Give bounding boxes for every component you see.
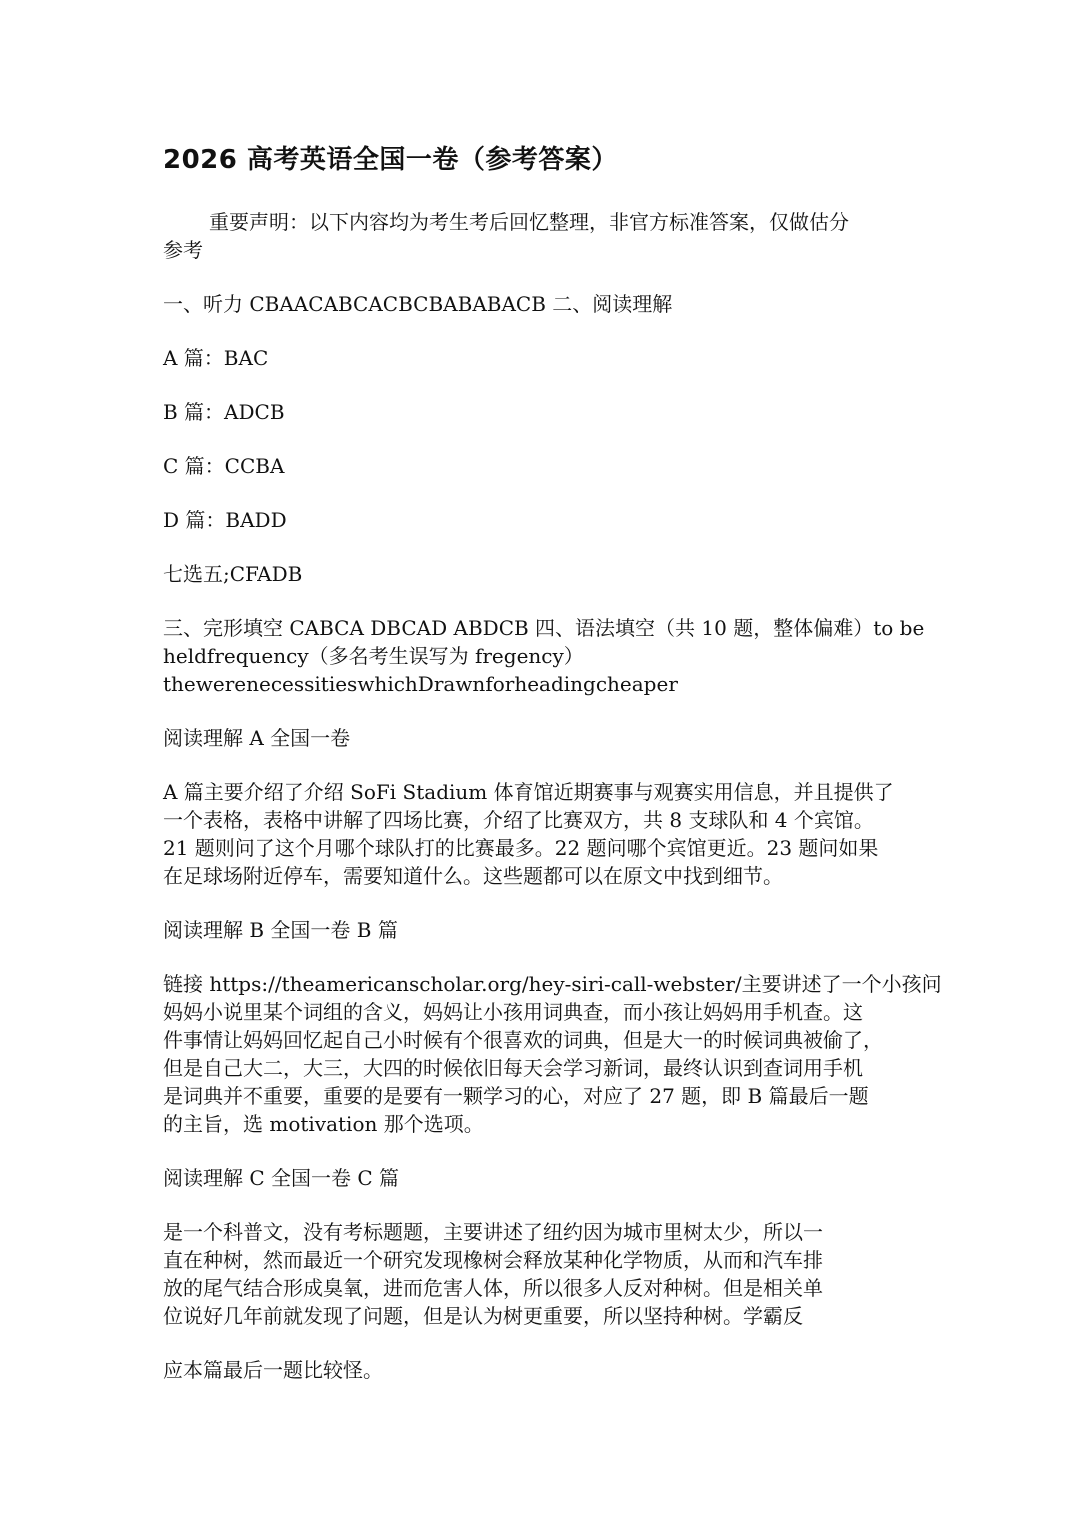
analysis-a-line: 在足球场附近停车，需要知道什么。这些题都可以在原文中找到细节。: [163, 864, 783, 888]
cloze-grammar-answers: [163, 614, 925, 698]
analysis-c-tail: 应本篇最后一题比较怪。: [163, 1358, 383, 1382]
analysis-b-line: 链接 https://theamericanscholar.org/hey-siri-call-webster/主要讲述了一个小孩问: [163, 972, 942, 996]
analysis-b-line: 的主旨，选 motivation 那个选项。: [163, 1112, 484, 1136]
disclaimer-line-2: 参考: [163, 238, 203, 262]
analysis-a-line: 21 题则问了这个月哪个球队打的比赛最多。22 题问哪个宾馆更近。23 题问如果: [163, 836, 879, 860]
analysis-c-paragraph: [163, 1218, 925, 1330]
analysis-c-line: 位说好几年前就发现了问题，但是认为树更重要，所以坚持种树。学霸反: [163, 1304, 803, 1328]
analysis-a-line: A 篇主要介绍了介绍 SoFi Stadium 体育馆近期赛事与观赛实用信息，并且提供了: [163, 780, 894, 804]
passage-a-answers: A 篇：BAC: [163, 346, 269, 370]
analysis-b-paragraph: [163, 970, 942, 1138]
analysis-b-line: 件事情让妈妈回忆起自己小时候有个很喜欢的词典，但是大一的时候词典被偷了，: [163, 1028, 883, 1052]
disclaimer-line-1: 重要声明：以下内容均为考生考后回忆整理，非官方标准答案，仅做估分: [209, 210, 849, 234]
analysis-c-line: 放的尾气结合形成臭氧，进而危害人体，所以很多人反对种树。但是相关单: [163, 1276, 823, 1300]
analysis-a-line: 一个表格，表格中讲解了四场比赛，介绍了比赛双方，共 8 支球队和 4 个宾馆。: [163, 808, 874, 832]
passage-c-answers: C 篇：CCBA: [163, 454, 285, 478]
passage-d-answers: D 篇：BADD: [163, 508, 287, 532]
passage-b-answers: B 篇：ADCB: [163, 400, 285, 424]
analysis-b-line: 是词典并不重要，重要的是要有一颗学习的心，对应了 27 题，即 B 篇最后一题: [163, 1084, 869, 1108]
section-heading-b: 阅读理解 B 全国一卷 B 篇: [163, 918, 398, 942]
section-heading-c: 阅读理解 C 全国一卷 C 篇: [163, 1166, 400, 1190]
cloze-line-1: 三、完形填空 CABCA DBCAD ABDCB 四、语法填空（共 10 题，整体偏难）to be: [163, 616, 925, 640]
analysis-a-paragraph: [163, 778, 925, 890]
analysis-c-line: 是一个科普文，没有考标题题，主要讲述了纽约因为城市里树太少，所以一: [163, 1220, 823, 1244]
analysis-b-line: 妈妈小说里某个词组的含义，妈妈让小孩用词典查，而小孩让妈妈用手机查。这: [163, 1000, 863, 1024]
cloze-line-2: heldfrequency（多名考生误写为 fregency）: [163, 644, 584, 668]
analysis-b-line: 但是自己大二，大三，大四的时候依旧每天会学习新词，最终认识到查词用手机: [163, 1056, 863, 1080]
disclaimer-notice: [163, 208, 925, 264]
section-heading-a: 阅读理解 A 全国一卷: [163, 726, 351, 750]
analysis-c-line: 直在种树，然而最近一个研究发现橡树会释放某种化学物质，从而和汽车排: [163, 1248, 823, 1272]
listening-answers: 一、听力 CBAACABCACBCBABABACB 二、阅读理解: [163, 292, 673, 316]
seven-choose-five-answers: 七选五;CFADB: [163, 562, 303, 586]
document-body: [163, 140, 942, 1410]
document-title: 2026 高考英语全国一卷（参考答案）: [163, 145, 618, 175]
cloze-line-3: thewerenecessitieswhichDrawnforheadingcheaper: [163, 672, 678, 696]
